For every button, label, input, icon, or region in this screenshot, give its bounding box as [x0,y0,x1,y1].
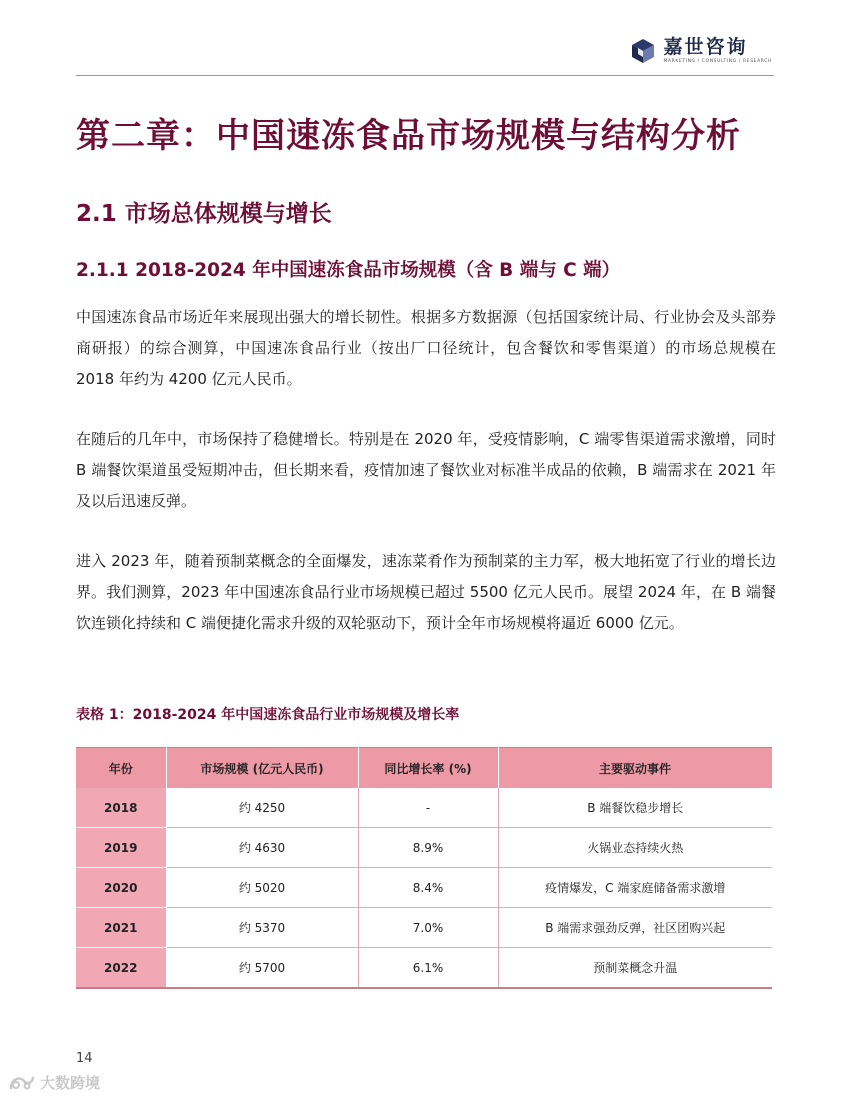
year-cell: 2021 [76,908,166,948]
subsection-title: 2.1.1 2018-2024 年中国速冻食品市场规模（含 B 端与 C 端） [76,260,621,281]
table-bottom-rule [76,987,772,989]
header-divider [76,75,774,76]
watermark [8,1072,100,1093]
chapter-title: 第二章：中国速冻食品市场规模与结构分析 [76,116,741,156]
body-paragraph-2: 在随后的几年中，市场保持了稳健增长。特别是在 2020 年，受疫情影响，C 端零售渠道需求激增，同时 B 端餐饮渠道虽受短期冲击，但长期来看，疫情加速了餐饮业对标准半成品的依赖，B 端需求在 2021 年及以后迅速反弹。 [76,430,776,510]
year-cell: 2022 [76,948,166,988]
year-cell: 2018 [76,788,166,828]
table-row [76,948,772,988]
growth-rate-cell: 8.9% [358,828,498,868]
market-size-table [76,747,773,988]
year-cell: 2019 [76,828,166,868]
table-header-row [76,748,772,789]
market-size-cell: 约 5370 [166,908,358,948]
table-caption: 表格 1：2018-2024 年中国速冻食品行业市场规模及增长率 [76,707,460,723]
growth-rate-cell: 7.0% [358,908,498,948]
growth-rate-cell: 8.4% [358,868,498,908]
driver-cell: 火锅业态持续火热 [498,828,772,868]
watermark-logo-icon [8,1073,36,1093]
table-row [76,908,772,948]
market-size-cell: 约 5700 [166,948,358,988]
driver-cell: 疫情爆发，C 端家庭储备需求激增 [498,868,772,908]
watermark-text: 大数跨境 [40,1074,101,1092]
cube-logo-icon [630,38,656,64]
growth-rate-cell: - [358,788,498,828]
driver-cell: 预制菜概念升温 [498,948,772,988]
table-row [76,868,772,908]
year-cell: 2020 [76,868,166,908]
body-paragraph-3: 进入 2023 年，随着预制菜概念的全面爆发，速冻菜肴作为预制菜的主力军，极大地拓宽了行业的增长边界。我们测算，2023 年中国速冻食品行业市场规模已超过 5500 亿元人民币。展望 2024 年，在 B 端餐饮连锁化持续和 C 端便捷化需求升级的双轮驱动下，预计全年市场规模将逼近 6000 亿元。 [76,552,776,632]
page-number: 14 [76,1051,93,1066]
brand-tagline: MARKETING / CONSULTING / RESEARCH [663,59,772,64]
driver-cell: B 端需求强劲反弹，社区团购兴起 [498,908,772,948]
market-size-cell: 约 4250 [166,788,358,828]
header-year: 年份 [76,748,166,789]
brand-name: 嘉世咨询 [663,36,748,58]
market-size-cell: 约 4630 [166,828,358,868]
section-title: 2.1 市场总体规模与增长 [76,201,332,227]
market-size-cell: 约 5020 [166,868,358,908]
table-row [76,788,772,828]
header-market-size: 市场规模 (亿元人民币) [166,748,358,789]
driver-cell: B 端餐饮稳步增长 [498,788,772,828]
header-drivers: 主要驱动事件 [498,748,772,789]
growth-rate-cell: 6.1% [358,948,498,988]
brand-logo [630,36,772,65]
table-row [76,828,772,868]
header-growth-rate: 同比增长率 (%) [358,748,498,789]
body-paragraph-1: 中国速冻食品市场近年来展现出强大的增长韧性。根据多方数据源（包括国家统计局、行业协会及头部券商研报）的综合测算，中国速冻食品行业（按出厂口径统计，包含餐饮和零售渠道）的市场总规模在 2018 年约为 4200 亿元人民币。 [76,308,776,388]
